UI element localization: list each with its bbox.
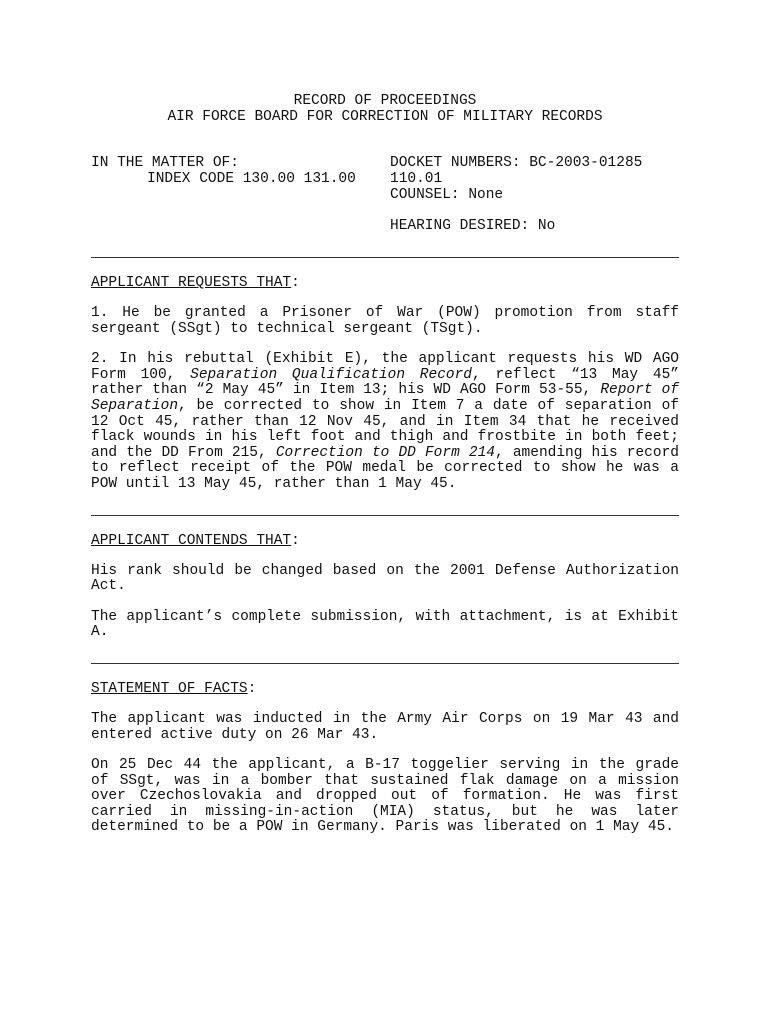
document-page [91,93,679,836]
docket-numbers-cont: 110.01 [390,171,443,187]
title-line-2: AIR FORCE BOARD FOR CORRECTION OF MILITARY RECORDS [167,109,603,125]
docket-numbers: DOCKET NUMBERS: BC-2003-01285 [390,155,643,171]
matter-label: IN THE MATTER OF: [91,155,239,171]
requests-paragraph-2: 2. In his rebuttal (Exhibit E), the applicant requests his WD AGO Form 100, Separation Qualification Record, reflect “13 May 45” rather than “2 May 45” in Item 13; his WD AGO Form 53-55, Report of Separation, be corrected to show in Item 7 a date of separation of 12 Oct 45, rather than 12 Nov 45, and in Item 34 that he received flack wounds in his left foot and thigh and frostbite in both feet; and the DD From 215, Correction to DD Form 214, amending his record to reflect receipt of the POW medal be corrected to show he was a POW until 13 May 45, rather than 1 May 45. [91,351,679,492]
case-header-right [390,155,642,234]
requests-paragraph-1: 1. He be granted a Prisoner of War (POW) promotion from staff sergeant (SSgt) to technical sergeant (TSgt). [91,305,679,337]
divider [91,257,679,258]
document-title [91,93,679,125]
title-line-1: RECORD OF PROCEEDINGS [293,93,477,109]
facts-paragraph-1: The applicant was inducted in the Army Air Corps on 19 Mar 43 and entered active duty on 26 Mar 43. [91,710,679,743]
section-heading-requests: APPLICANT REQUESTS THAT: [91,275,300,291]
hearing-desired: HEARING DESIRED: No [390,218,556,234]
section-heading-facts: STATEMENT OF FACTS: [91,680,257,697]
divider [91,663,679,664]
facts-paragraph-2: On 25 Dec 44 the applicant, a B-17 toggelier serving in the grade of SSgt, was in a bomber that sustained flak damage on a mission over Czechoslovakia and dropped out of formation. He was first carried in missing-in-action (MIA) status, but he was later determined to be a POW in Germany. Paris was liberated on 1 May 45. [91,757,679,836]
divider [91,515,679,516]
index-code: INDEX CODE 130.00 131.00 [147,171,356,187]
contends-paragraph-1: His rank should be changed based on the 2001 Defense Authorization Act. [91,562,679,595]
contends-paragraph-2: The applicant’s complete submission, with attachment, is at Exhibit A. [91,608,679,641]
section-heading-contends: APPLICANT CONTENDS THAT: [91,532,300,549]
case-header-left [91,155,356,187]
counsel: COUNSEL: None [390,187,504,203]
case-header [91,155,679,235]
